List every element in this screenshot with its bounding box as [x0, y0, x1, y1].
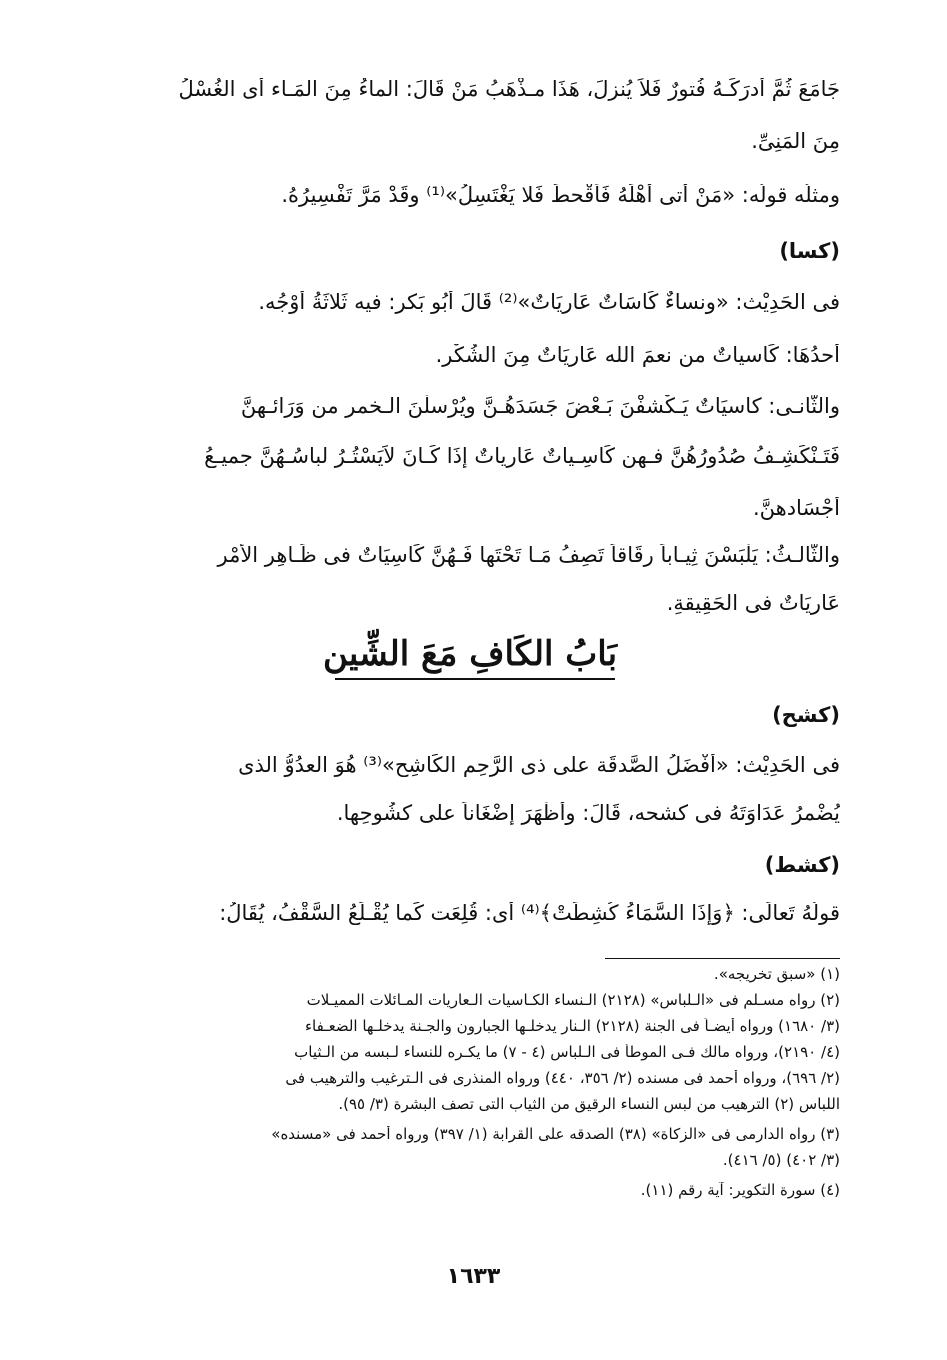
body-line-3: ومثلُه قولُه: «مَنْ أَتى أَهْلَهُ فَأَقْحطَ فَلا يَغْتَسِلُ»⁽¹⁾ وقَدْ مَرَّ تَفْسِيرُهُ.	[281, 184, 840, 207]
entry-heading-kashh: (كشح)	[772, 704, 840, 727]
page-content	[100, 60, 840, 1290]
footnote-2-line-4: (٢/ ٦٩٦)، ورواه أحمد فى مسنده (٢/ ٣٥٦، ٤٤٠) ورواه المنذرى فى الـترغيب والترهيب فى	[285, 1070, 840, 1087]
body-line-2: مِنَ المَنِىِّ.	[751, 130, 840, 153]
footnote-4: (٤) سورة التكوير: آية رقم (١١).	[640, 1182, 840, 1199]
body-line-8: أجْسَادهنَّ.	[752, 497, 840, 520]
entry-heading-kasht: (كشط)	[764, 854, 840, 877]
footnote-2-line-3: (٤/ ٢١٩٠)، ورواه مالك فـى الموطأ فى الـلباس (٤ - ٧) ما يكـره للنساء لـبسه من الـثياب	[294, 1044, 840, 1061]
footnote-2-line-5: اللباس (٢) الترهيب من لبس النساء الرقيق من الثياب التى تصف البشرة (٣/ ٩٥).	[338, 1096, 840, 1113]
body-line-7: فَتَـنْكَشِـفُ صُدُورُهُنَّ فـهن كَاسِـياتٌ عَارياتٌ إذَا كَـانَ لاَيَسْتُـرُ لباسُـهُنَّ جميـعُ	[204, 445, 840, 468]
body-line-13: قولُهُ تَعالَى: ﴿وَإِذَا السَّمَاءُ كُشِطَتْ﴾⁽⁴⁾ أى: قُلِعَت كَما يُقْـلَعُ السَّقْفُ، يُقَالُ:	[219, 902, 840, 925]
body-line-6: والثَّانـى: كاسيَاتٌ يَـكْشفْنَ بَـعْضَ جَسَدَهُـنَّ ويُرْسلْنَ الـخمر من وَرَائـهِنَّ	[240, 395, 840, 418]
body-line-9: والثَّالـثُ: يَلْبَسْنَ ثِيـاباً رِقَاقاً تَصِفُ مَـا تَحْتَها فَـهُنَّ كَاسِيَاتٌ فى ظَـاهِرِ الأَمْرِ	[217, 544, 840, 567]
body-line-1: جَامَعَ ثُمَّ أَدرَكَـهُ فُتورٌ فَلاَ يُنزِلَ، هَذَا مـذْهَبُ مَنْ قَالَ: الماءُ مِنَ المَـاء أى الغُسْلُ	[178, 78, 840, 101]
footnote-separator	[605, 958, 840, 959]
footnote-3-line-2: (٣/ ٤٠٢) (٥/ ٤١٦).	[722, 1152, 840, 1169]
footnote-1: (١) «سبق تخريجه».	[713, 966, 840, 983]
entry-heading-kasa: (كسا)	[779, 240, 840, 263]
footnote-2-line-1: (٢) رواه مسـلم فى «الـلباس» (٢١٢٨) الـنساء الكـاسيات الـعاريات المـائلات المميـلات	[306, 992, 840, 1009]
body-line-10: عَارِيَاتٌ فى الحَقِيقةِ.	[666, 592, 840, 615]
chapter-title-underline	[335, 678, 615, 680]
body-line-4: فى الحَدِيْث: «ونساءٌ كَاسَاتٌ عَارِيَاتٌ»⁽²⁾ قَالَ أَبُو بَكرٍ: فيه ثَلاثَةُ أَوْجُه.	[258, 291, 840, 314]
chapter-title: بَابُ الكَافِ مَعَ الشِّين	[322, 634, 618, 674]
body-line-11: فى الحَدِيْث: «أَفْضَلُ الصَّدقَة على ذى الرَّحِمِ الكَاشِحِ»⁽³⁾ هُوَ العدُوُّ الذى	[238, 754, 840, 777]
body-line-12: يُضْمرُ عَدَاوَتَهُ فى كشحه، قَالَ: وأَظْهَرَ إضْغَاناً على كشُوحِها.	[336, 802, 840, 825]
page-number: ١٦٣٣	[446, 1264, 501, 1289]
footnote-3-line-1: (٣) رواه الدارمى فى «الزكاة» (٣٨) الصدقه على القرابة (١/ ٣٩٧) ورواه أحمد فى «مسنده»	[271, 1126, 840, 1143]
footnote-2-line-2: (٣/ ١٦٨٠) ورواه أيضـاً فى الجنة (٢١٢٨) الـنار يدخلـها الجبارون والجـنة يدخلـها الضعـفاء	[305, 1018, 840, 1035]
body-line-5: أحدُهَا: كَاسياتٌ من نعمَ الله عَاريَاتٌ مِنَ الشُكْرِ.	[435, 344, 840, 367]
